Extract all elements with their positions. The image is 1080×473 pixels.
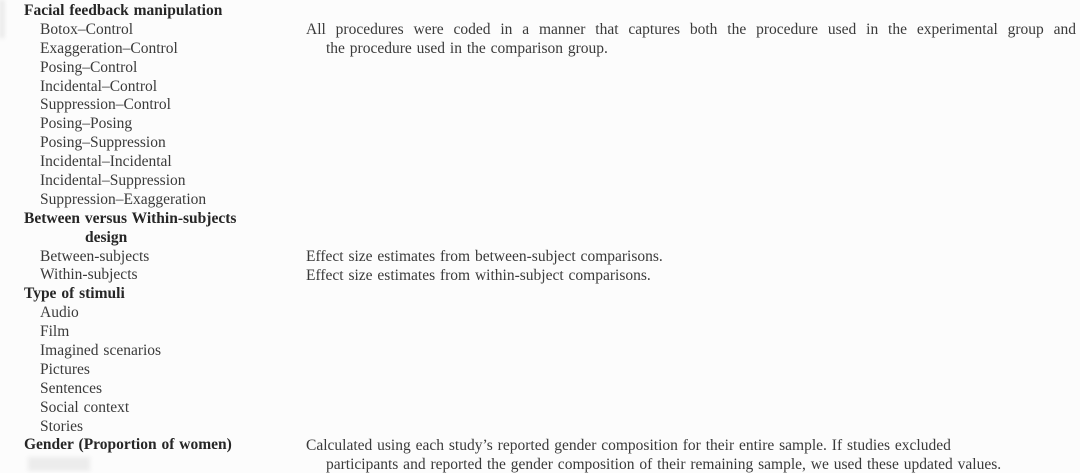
description-within-subjects bbox=[306, 267, 1076, 286]
category-column bbox=[0, 2, 300, 455]
category-item-between-subjects: Between-subjects bbox=[40, 247, 150, 265]
category-header-between-vs-within: Between versus Within-subjects bbox=[24, 209, 237, 227]
category-item-incidental-suppression: Incidental–Suppression bbox=[40, 172, 186, 190]
category-item-social-context: Social context bbox=[40, 398, 130, 416]
description-line: Calculated using each study’s reported gender composition for their entire sample. If studies excluded bbox=[306, 436, 951, 454]
description-between-subjects bbox=[306, 248, 1076, 267]
category-item-film: Film bbox=[40, 323, 70, 341]
category-item-sentences: Sentences bbox=[40, 379, 102, 397]
category-item-posing-suppression: Posing–Suppression bbox=[40, 134, 166, 152]
category-item-posing-posing: Posing–Posing bbox=[40, 115, 133, 133]
category-item-incidental-control: Incidental–Control bbox=[40, 77, 158, 95]
description-line: Effect size estimates from within-subject comparisons. bbox=[306, 266, 651, 284]
category-item-stories: Stories bbox=[40, 417, 84, 435]
category-item-within-subjects: Within-subjects bbox=[40, 266, 138, 284]
category-item-suppression-control: Suppression–Control bbox=[40, 96, 171, 114]
category-item-pictures: Pictures bbox=[40, 360, 90, 378]
scan-smudge-artifact bbox=[28, 457, 90, 471]
category-header-type-of-stimuli: Type of stimuli bbox=[24, 285, 125, 303]
description-line: the procedure used in the comparison group. bbox=[326, 39, 608, 57]
description-gender-calculation bbox=[306, 437, 1076, 473]
category-item-incidental-incidental: Incidental–Incidental bbox=[40, 153, 172, 171]
description-line: All procedures were coded in a manner that captures both the procedure used in the experimental group and bbox=[306, 20, 1076, 38]
category-item-botox-control: Botox–Control bbox=[40, 20, 134, 38]
category-item-audio: Audio bbox=[40, 304, 79, 322]
category-header-facial-feedback: Facial feedback manipulation bbox=[24, 2, 223, 19]
category-item-suppression-exaggeration: Suppression–Exaggeration bbox=[40, 190, 207, 208]
category-item-imagined-scenarios: Imagined scenarios bbox=[40, 342, 162, 360]
description-line: Effect size estimates from between-subject comparisons. bbox=[306, 247, 663, 265]
category-item-exaggeration-control: Exaggeration–Control bbox=[40, 39, 178, 57]
description-facial-feedback-coding bbox=[306, 21, 1076, 59]
category-header-gender: Gender (Proportion of women) bbox=[24, 436, 232, 454]
category-header-between-vs-within-line2: design bbox=[85, 228, 128, 246]
description-line: participants and reported the gender composition of their remaining sample, we used these updated values. bbox=[326, 455, 1002, 473]
category-item-posing-control: Posing–Control bbox=[40, 58, 138, 76]
